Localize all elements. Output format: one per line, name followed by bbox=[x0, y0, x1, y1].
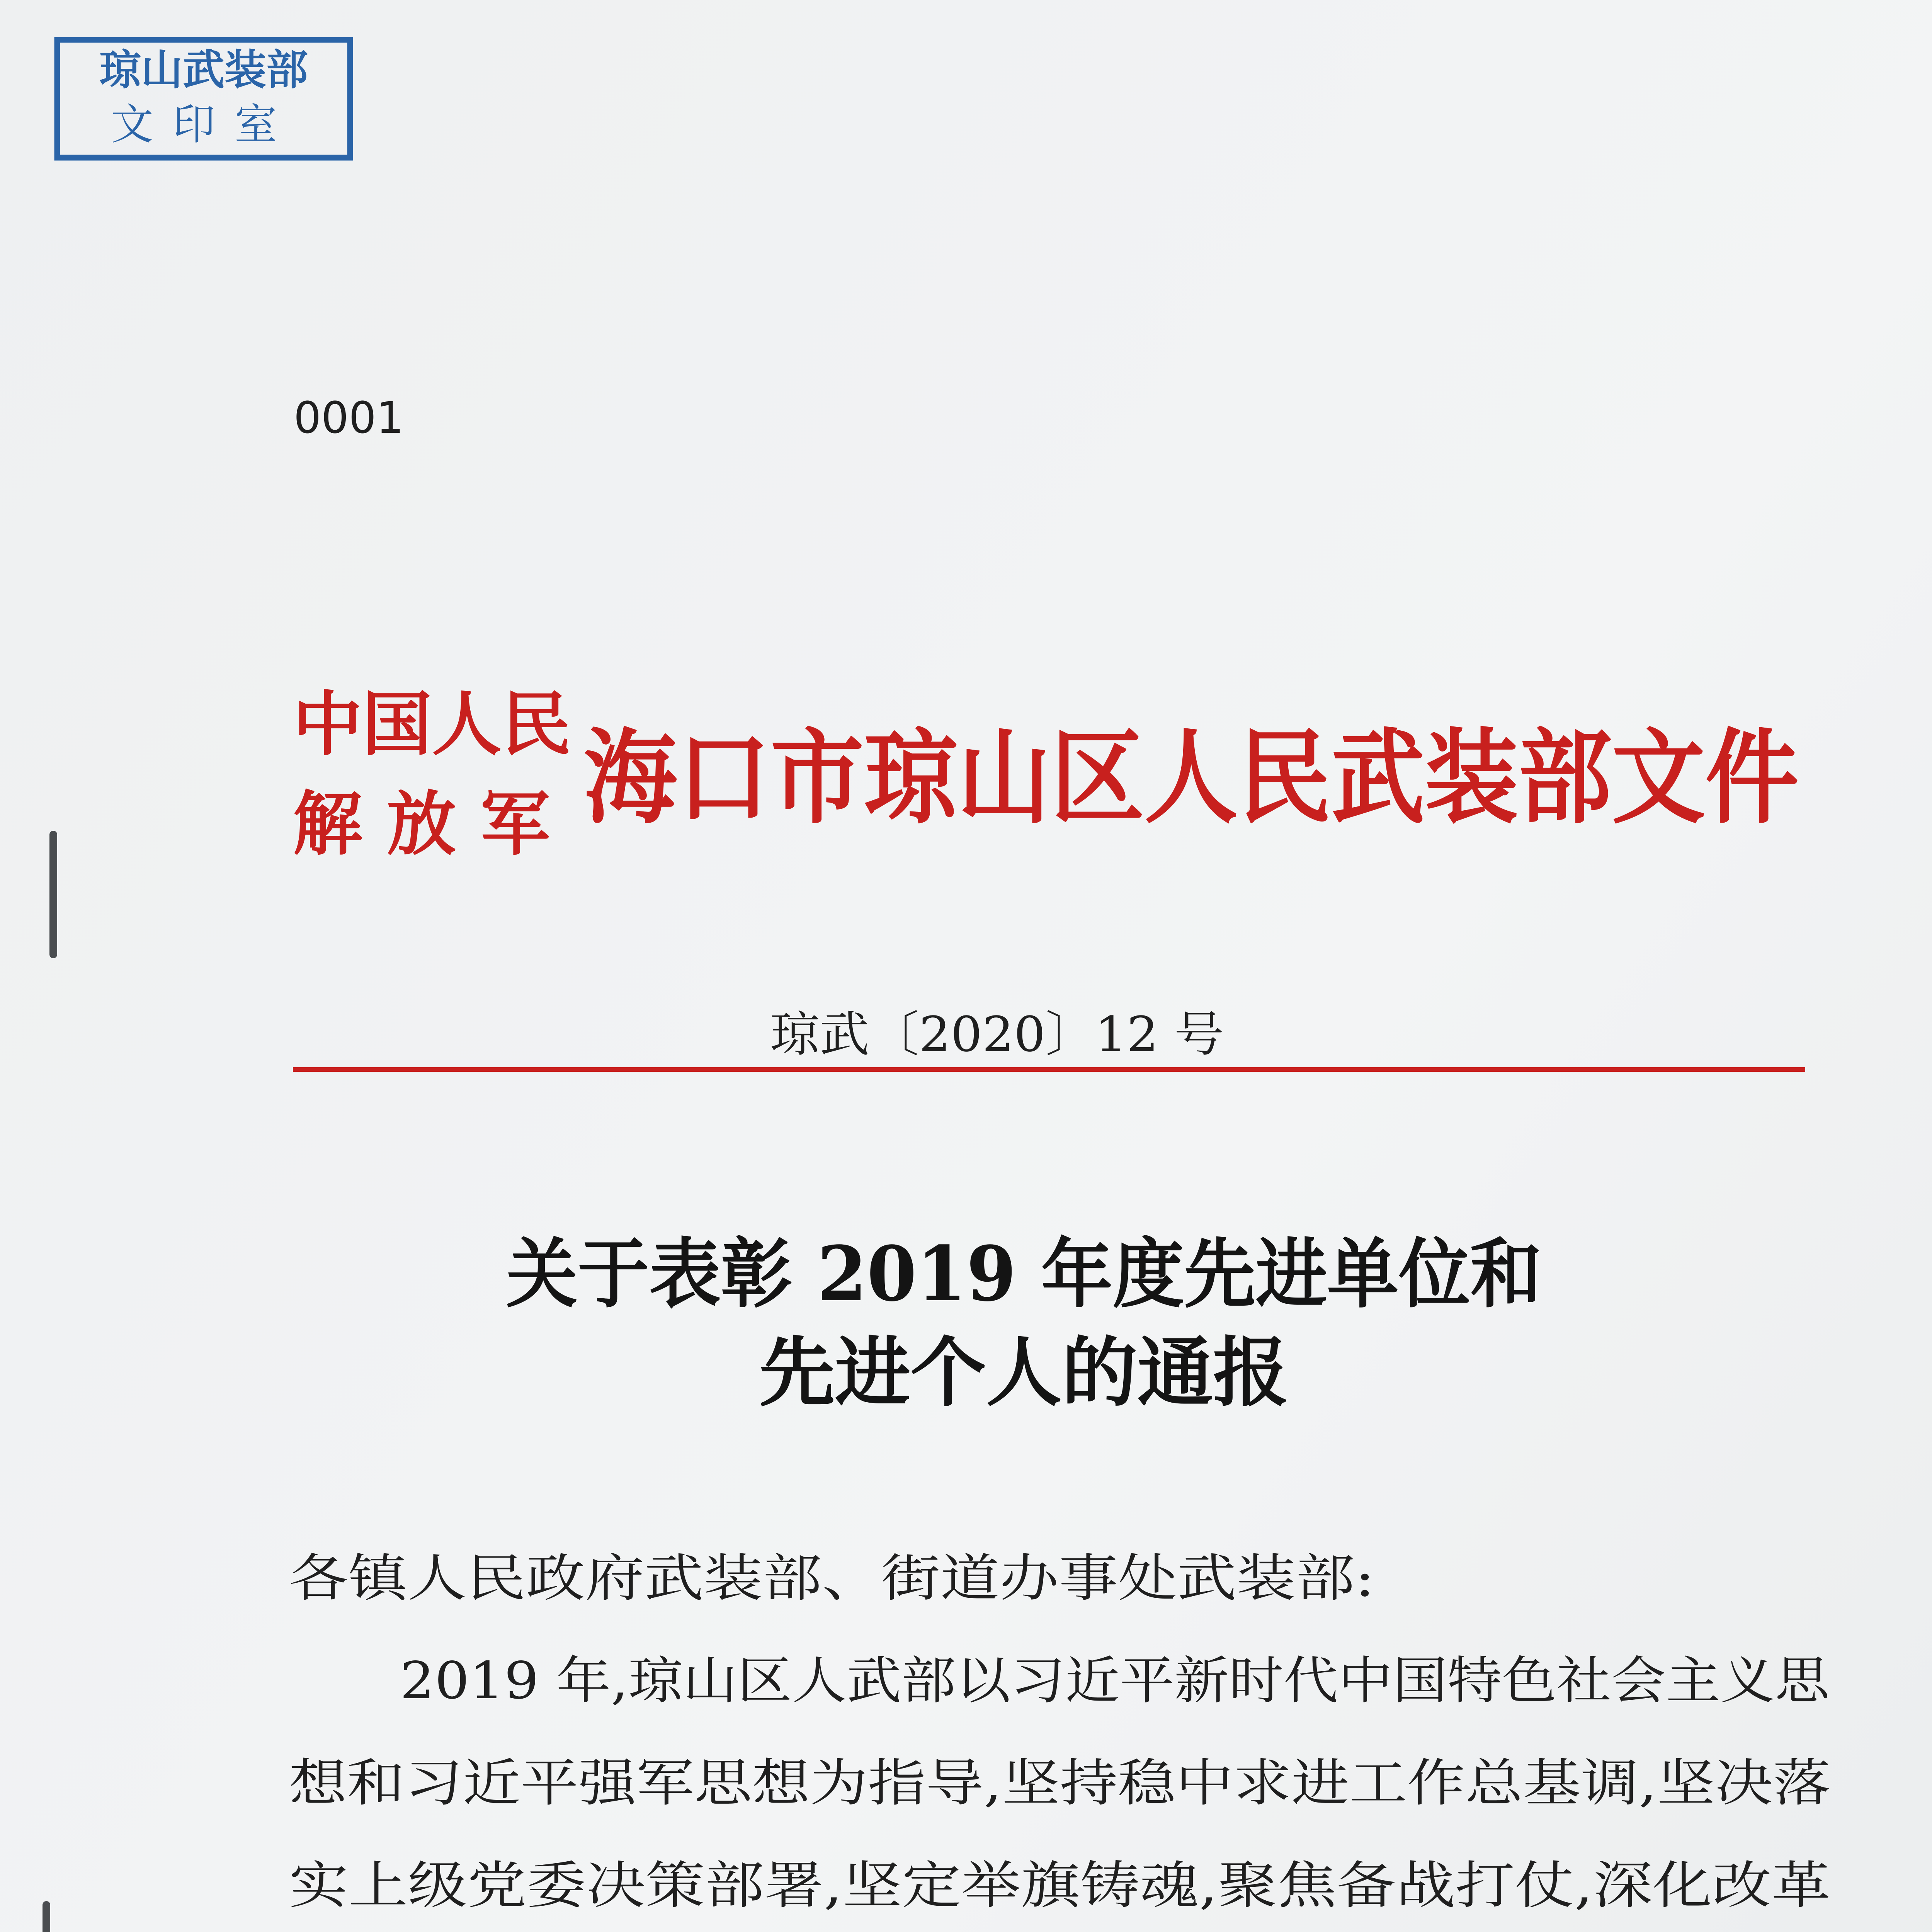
stamp-line1: 琼山武装部 bbox=[99, 46, 308, 94]
body-line: 2019 年,琼山区人武部以习近平新时代中国特色社会主义思 bbox=[400, 1651, 1832, 1711]
org-left-line1: 中国人民 bbox=[293, 684, 571, 765]
body-line: 想和习近平强军思想为指导,坚持稳中求进工作总基调,坚决落 bbox=[289, 1753, 1831, 1813]
org-title: 海口市琼山区人民武装部文件 bbox=[583, 718, 1799, 838]
body-paragraph bbox=[289, 1651, 1831, 1932]
notice-title-line1: 关于表彰 2019 年度先进单位和 bbox=[506, 1230, 1542, 1318]
staple-mark-top bbox=[49, 831, 57, 958]
stamp-line2: 文印室 bbox=[111, 100, 296, 149]
document-number: 琼武〔2020〕12 号 bbox=[770, 1007, 1224, 1063]
notice-title-line2: 先进个人的通报 bbox=[759, 1328, 1289, 1417]
org-left-line2: 解 放 军 bbox=[293, 783, 550, 865]
staple-mark-bottom bbox=[43, 1901, 50, 1932]
body-line: 实上级党委决策部署,坚定举旗铸魂,聚焦备战打仗,深化改革 bbox=[289, 1856, 1831, 1915]
serial-number: 0001 bbox=[294, 393, 404, 443]
salutation: 各镇人民政府武装部、街道办事处武装部: bbox=[289, 1549, 1375, 1608]
